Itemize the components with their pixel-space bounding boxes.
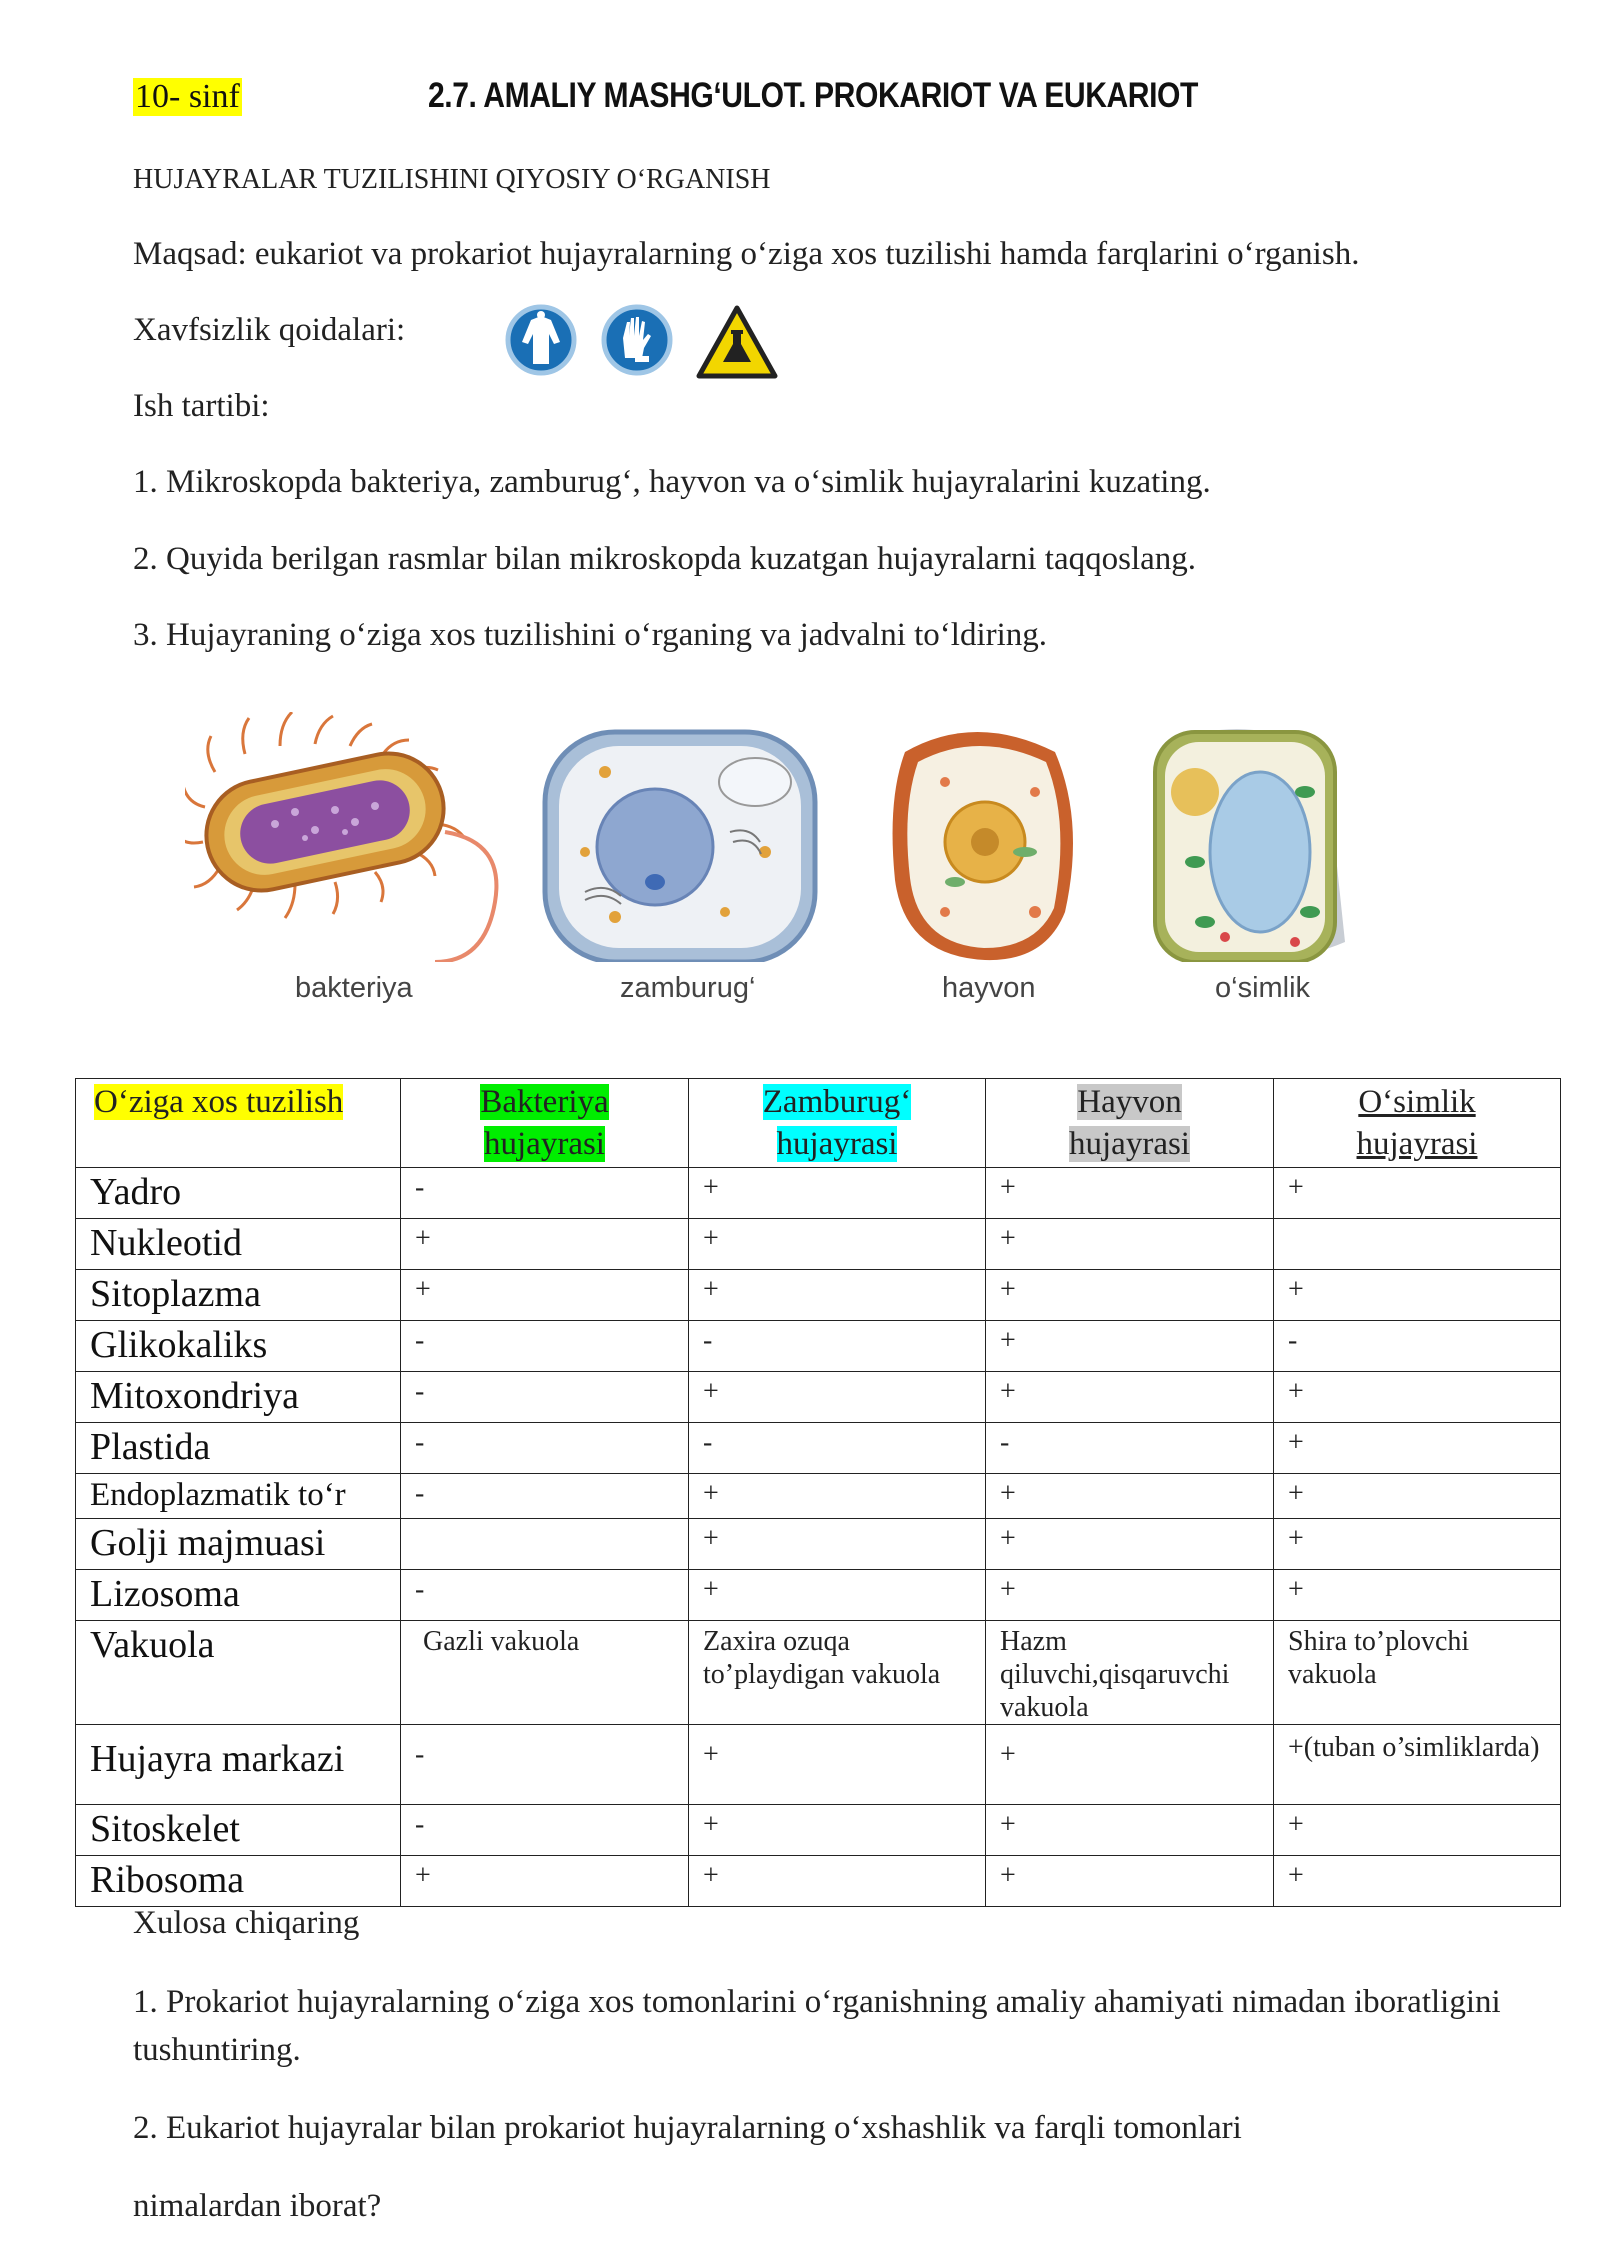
step-2: 2. Quyida berilgan rasmlar bilan mikroskopda kuzatgan hujayralarni taqqoslang. (133, 541, 1197, 577)
safety-label: Xavfsizlik qoidalari: (133, 312, 406, 348)
table-row: Mitoxondriya - + + + (76, 1372, 1561, 1423)
header-fungus: Zamburug‘ hujayrasi (689, 1079, 986, 1168)
table-row: Endoplazmatik to‘r - + + + (76, 1474, 1561, 1519)
conclusion-question-1: 1. Prokariot hujayralarning o‘ziga xos tomonlarini o‘rganishning amaliy ahamiyati nimadan iboratligini tushuntiring. (133, 1984, 1501, 2068)
header-animal: Hayvon hujayrasi (986, 1079, 1274, 1168)
figure-label-animal: hayvon (942, 972, 1036, 1004)
table-row: Glikokaliks - - + - (76, 1321, 1561, 1372)
table-header-row (76, 1079, 1561, 1168)
figure-label-fungus: zamburug‘ (620, 972, 756, 1004)
bacterium-illustration (185, 712, 496, 962)
table-row: Sitoplazma + + + + (76, 1270, 1561, 1321)
step-3: 3. Hujayraning o‘ziga xos tuzilishini o‘rganing va jadvalni to‘ldiring. (133, 617, 1048, 653)
grade-label: 10- sinf (135, 78, 240, 115)
table-row: Plastida - - - + (76, 1423, 1561, 1474)
plant-cell-illustration (1155, 729, 1345, 962)
conclusion-question-2: 2. Eukariot hujayralar bilan prokariot hujayralarning o‘xshashlik va farqli tomonlari (133, 2110, 1242, 2146)
figure-label-plant: o‘simlik (1215, 972, 1311, 1004)
table-row: Lizosoma - + + + (76, 1570, 1561, 1621)
table-row: Golji majmuasi + + + (76, 1519, 1561, 1570)
header-feature: O‘ziga xos tuzilish (76, 1079, 401, 1168)
page-title: 2.7. AMALIY MASHG‘ULOT. PROKARIOT VA EUKARIOT (428, 76, 1198, 115)
subtitle: HUJAYRALAR TUZILISHINI QIYOSIY O‘RGANISH (133, 164, 771, 195)
table-row: Yadro - + + + (76, 1168, 1561, 1219)
table-row: Vakuola Gazli vakuola Zaxira ozuqa to’playdigan vakuola Hazm qiluvchi,qisqaruvchi vakuola Shira to’plovchi vakuola (76, 1621, 1561, 1725)
chemical-hazard-icon (699, 308, 775, 376)
header-bacterium: Bakteriya hujayrasi (401, 1079, 689, 1168)
lab-coat-icon (508, 307, 574, 373)
table-row: Hujayra markazi - + + +(tuban o’simliklarda) (76, 1725, 1561, 1805)
figure-label-bacterium: bakteriya (295, 972, 413, 1004)
safety-icons (505, 302, 795, 387)
table-row: Sitoskelet - + + + (76, 1805, 1561, 1856)
conclusion-label: Xulosa chiqaring (133, 1905, 360, 1941)
goal-text: Maqsad: eukariot va prokariot hujayralarning o‘ziga xos tuzilishi hamda farqlarini o‘rganish. (133, 236, 1360, 272)
step-1: 1. Mikroskopda bakteriya, zamburug‘, hayvon va o‘simlik hujayralarini kuzating. (133, 464, 1211, 500)
cells-figure (185, 712, 1345, 1022)
procedure-label: Ish tartibi: (133, 388, 270, 424)
table-row: Nukleotid + + + (76, 1219, 1561, 1270)
header-plant: O‘simlik hujayrasi (1274, 1079, 1561, 1168)
fungus-cell-illustration (545, 732, 815, 962)
table-row: Ribosoma + + + + (76, 1856, 1561, 1907)
comparison-table (75, 1078, 1561, 1907)
animal-cell-illustration (893, 732, 1073, 960)
cells-illustration (185, 712, 1345, 962)
conclusion-question-2-cont: nimalardan iborat? (133, 2188, 382, 2224)
gloves-icon (604, 307, 670, 373)
